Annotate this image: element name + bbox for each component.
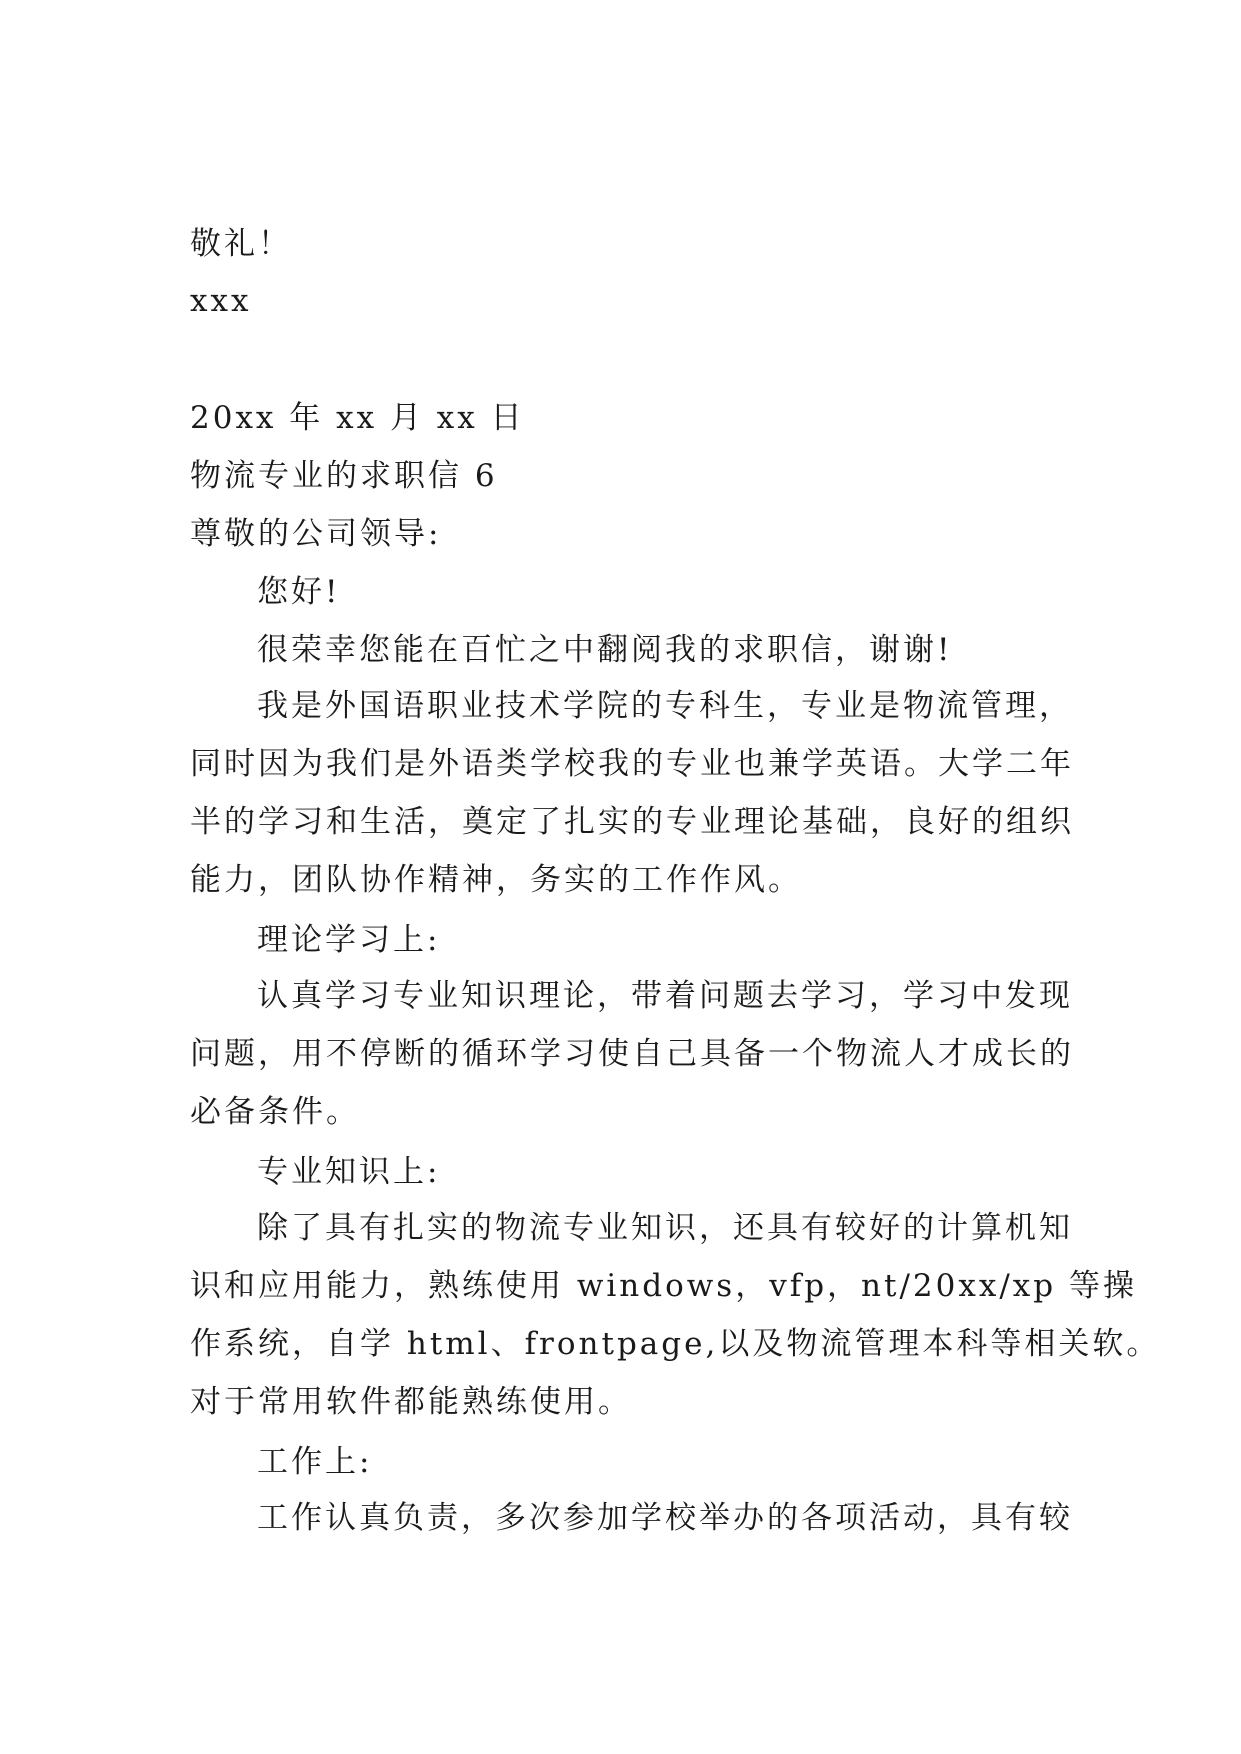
paragraph-line: 对于常用软件都能熟练使用。 xyxy=(190,1384,632,1420)
paragraph-background xyxy=(190,677,1074,909)
paragraph-line: 必备条件。 xyxy=(190,1094,360,1130)
heading-work: 工作上: xyxy=(257,1444,373,1480)
closing-salute: 敬礼！ xyxy=(190,226,292,262)
addressee: 尊敬的公司领导: xyxy=(190,516,442,552)
paragraph-line: 识和应用能力，熟练使用 windows，vfp，nt/20xx/xp 等操 xyxy=(190,1268,1137,1304)
intro-line: 很荣幸您能在百忙之中翻阅我的求职信，谢谢! xyxy=(257,632,953,668)
heading-knowledge: 专业知识上: xyxy=(257,1154,441,1190)
greeting: 您好! xyxy=(257,574,341,610)
paragraph-knowledge xyxy=(190,1199,1161,1431)
paragraph-line: 同时因为我们是外语类学校我的专业也兼学英语。大学二年 xyxy=(190,746,1074,782)
paragraph-line: 能力，团队协作精神，务实的工作作风。 xyxy=(190,862,802,898)
paragraph-line: 问题，用不停断的循环学习使自己具备一个物流人才成长的 xyxy=(190,1036,1074,1072)
letter-date: 20xx 年 xx 月 xx 日 xyxy=(190,400,525,436)
paragraph-line: 除了具有扎实的物流专业知识，还具有较好的计算机知 xyxy=(257,1210,1073,1246)
paragraph-line: 半的学习和生活，奠定了扎实的专业理论基础，良好的组织 xyxy=(190,804,1074,840)
paragraph-line: 认真学习专业知识理论，带着问题去学习，学习中发现 xyxy=(257,978,1073,1014)
paragraph-theory xyxy=(190,967,1074,1141)
signature: xxx xyxy=(190,283,252,319)
paragraph-work xyxy=(190,1489,1073,1547)
paragraph-line: 我是外国语职业技术学院的专科生，专业是物流管理， xyxy=(257,688,1073,724)
letter-title: 物流专业的求职信 6 xyxy=(190,458,498,494)
heading-theory: 理论学习上: xyxy=(257,922,441,958)
paragraph-line: 作系统，自学 html、frontpage,以及物流管理本科等相关软。 xyxy=(190,1326,1161,1362)
paragraph-line: 工作认真负责，多次参加学校举办的各项活动，具有较 xyxy=(257,1500,1073,1536)
